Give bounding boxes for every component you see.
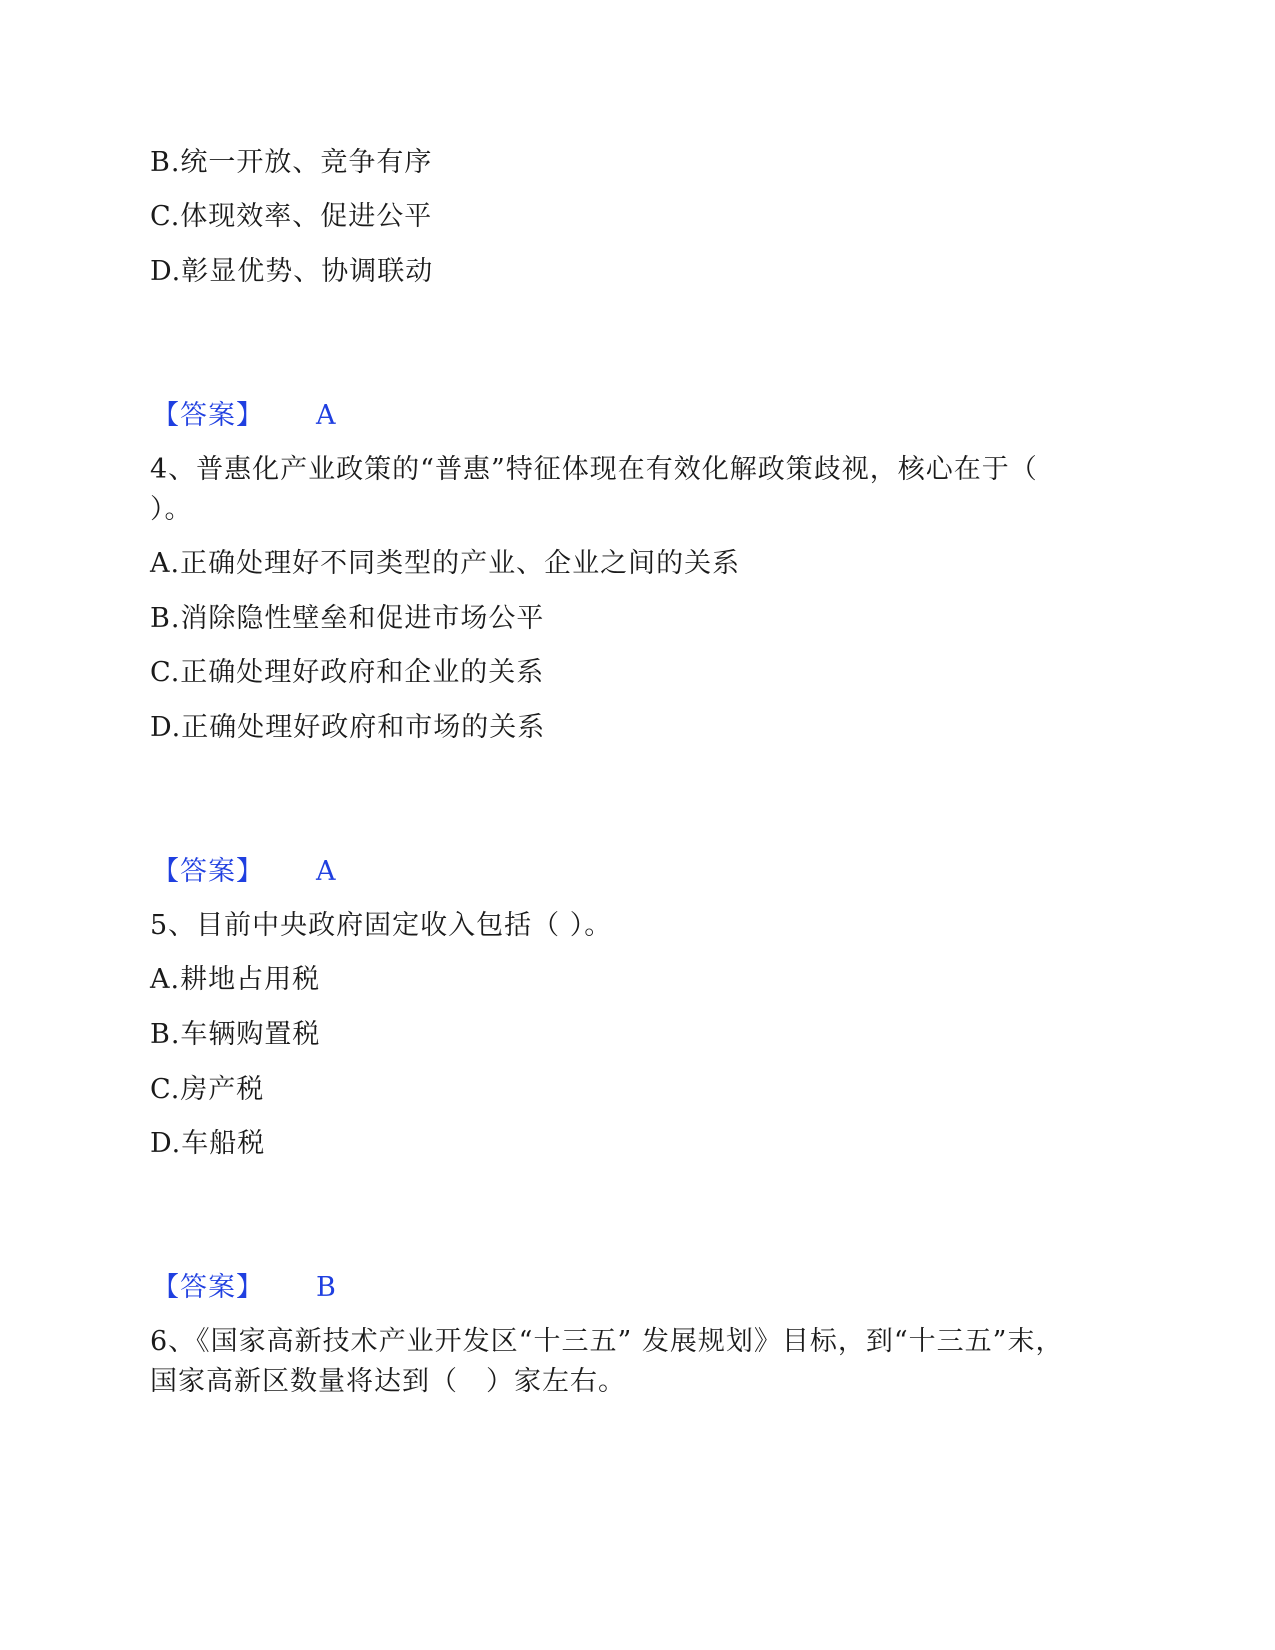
q4-option-b: B.消除隐性壁垒和促进市场公平 — [150, 603, 545, 634]
q4-option-a: A.正确处理好不同类型的产业、企业之间的关系 — [150, 548, 741, 579]
q3-option-b: B.统一开放、竞争有序 — [150, 147, 433, 178]
q5-option-a: A.耕地占用税 — [150, 964, 321, 995]
q3-answer — [150, 399, 337, 433]
q5-option-b: B.车辆购置税 — [150, 1019, 321, 1050]
q6-question-line1: 6、《国家高新技术产业开发区“十三五” 发展规划》目标，到“十三五”末， — [150, 1326, 1064, 1357]
q5-option-c: C.房产税 — [150, 1074, 265, 1105]
answer-label: 【答案】 — [152, 400, 264, 431]
answer-value: B — [316, 1272, 337, 1303]
q5-option-d: D.车船税 — [150, 1128, 266, 1159]
q5-question: 5、目前中央政府固定收入包括（ ）。 — [150, 910, 613, 941]
q5-answer — [150, 1271, 337, 1305]
q3-option-d: D.彰显优势、协调联动 — [150, 256, 434, 287]
q6-question-line2: 国家高新区数量将达到（ ）家左右。 — [150, 1366, 626, 1397]
answer-value: A — [316, 856, 337, 887]
q4-option-c: C.正确处理好政府和企业的关系 — [150, 657, 545, 688]
answer-label: 【答案】 — [152, 856, 264, 887]
q4-answer — [150, 855, 337, 889]
q4-question-line1: 4、普惠化产业政策的“普惠”特征体现在有效化解政策歧视，核心在于（ — [150, 454, 1038, 485]
q3-option-c: C.体现效率、促进公平 — [150, 201, 433, 232]
q4-question-line2: ）。 — [150, 494, 193, 525]
answer-label: 【答案】 — [152, 1272, 264, 1303]
q4-option-d: D.正确处理好政府和市场的关系 — [150, 712, 546, 743]
answer-value: A — [316, 400, 337, 431]
